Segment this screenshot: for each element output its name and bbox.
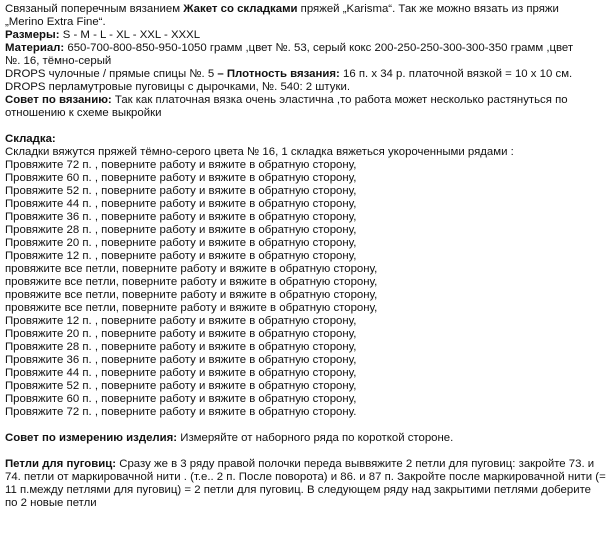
material-line	[5, 42, 606, 55]
measure-value: Измеряйте от наборного ряда по короткой стороне.	[177, 432, 454, 444]
item-title: Жакет со складками	[183, 3, 298, 15]
list-item: Провяжите 36 п. , поверните работу и вяжите в обратную сторону,	[5, 354, 357, 366]
intro-yarn: пряжей „Karisma“. Так же можно вязать из пряжи	[297, 3, 559, 15]
list-item: провяжите все петли, поверните работу и вяжите в обратную сторону,	[5, 263, 378, 275]
intro-text: Связаный поперечным вязанием	[5, 3, 184, 15]
list-item: Провяжите 20 п. , поверните работу и вяжите в обратную сторону,	[5, 328, 357, 340]
sizes-line	[5, 29, 606, 42]
sizes-value: S - M - L - XL - XXL - XXXL	[59, 29, 201, 41]
list-item: провяжите все петли, поверните работу и вяжите в обратную сторону,	[5, 289, 378, 301]
needles-text: DROPS чулочные / прямые спицы №. 5	[5, 68, 218, 80]
tip-value: Так как платочная вязка очень эластична ,то работа может несколько растянуться по	[111, 94, 568, 106]
list-item: Провяжите 60 п. , поверните работу и вяжите в обратную сторону,	[5, 393, 357, 405]
measure-label: Совет по измерению изделия:	[5, 432, 178, 444]
fold-rows-list	[5, 159, 606, 419]
list-item: Провяжите 20 п. , поверните работу и вяжите в обратную сторону,	[5, 237, 357, 249]
list-item: Провяжите 72 п. , поверните работу и вяжите в обратную сторону,	[5, 159, 357, 171]
fold-heading: Складка:	[5, 133, 56, 145]
material-value: 650-700-800-850-950-1050 грамм ,цвет №. 53, серый кокс 200-250-250-300-300-350 грамм ,цвет	[64, 42, 574, 54]
spacer	[5, 445, 606, 458]
list-item: Провяжите 44 п. , поверните работу и вяжите в обратную сторону,	[5, 198, 357, 210]
list-item: провяжите все петли, поверните работу и вяжите в обратную сторону,	[5, 276, 378, 288]
list-item: Провяжите 52 п. , поверните работу и вяжите в обратную сторону,	[5, 185, 357, 197]
list-item: Провяжите 44 п. , поверните работу и вяжите в обратную сторону,	[5, 367, 357, 379]
list-item: Провяжите 28 п. , поверните работу и вяжите в обратную сторону,	[5, 224, 357, 236]
needles-line	[5, 68, 606, 81]
list-item: Провяжите 28 п. , поверните работу и вяжите в обратную сторону,	[5, 341, 357, 353]
buttonholes-paragraph	[5, 458, 606, 510]
density-value: 16 п. х 34 р. платочной вязкой = 10 х 10 см.	[339, 68, 573, 80]
buttons-line: DROPS перламутровые пуговицы с дырочками, №. 540: 2 штуки.	[5, 81, 350, 93]
list-item: Провяжите 60 п. , поверните работу и вяжите в обратную сторону,	[5, 172, 357, 184]
intro-line	[5, 3, 606, 16]
list-item: Провяжите 12 п. , поверните работу и вяжите в обратную сторону,	[5, 315, 357, 327]
measure-line	[5, 432, 606, 445]
list-item: Провяжите 36 п. , поверните работу и вяжите в обратную сторону,	[5, 211, 357, 223]
list-item: Провяжите 12 п. , поверните работу и вяжите в обратную сторону,	[5, 250, 357, 262]
sizes-label: Размеры:	[5, 29, 60, 41]
material-line-2: №. 16, тёмно-серый	[5, 55, 112, 67]
tip-label: Совет по вязанию:	[5, 94, 112, 106]
list-item: Провяжите 52 п. , поверните работу и вяжите в обратную сторону,	[5, 380, 357, 392]
fold-intro: Складки вяжутся пряжей тёмно-серого цвета № 16, 1 складка вяжеться укороченными рядами :	[5, 146, 514, 158]
spacer	[5, 120, 606, 133]
density-label: – Плотность вязания:	[217, 68, 340, 80]
tip-line-2: отношению к схеме выкройки	[5, 107, 162, 119]
tip-line	[5, 94, 606, 107]
intro-line-2: „Merino Extra Fine“.	[5, 16, 106, 28]
buttonholes-label: Петли для пуговиц:	[5, 458, 117, 470]
buttonholes-value: Сразу же в 3 ряду правой полочки переда выввяжите 2 петли для пуговиц: закройте 73. и 74. петли от маркировачной нити . (т.е.. 2 п. После поворота) и 86. и 87 п. Закройте после маркировачной нити (= 11 п.между петлями для пуговиц) = 2 петли для пуговиц. В следующем ряду над закрытими петлями доберите по 2 новые петли	[5, 458, 606, 509]
spacer	[5, 419, 606, 432]
list-item: Провяжите 72 п. , поверните работу и вяжите в обратную сторону.	[5, 406, 357, 418]
material-label: Материал:	[5, 42, 65, 54]
list-item: провяжите все петли, поверните работу и вяжите в обратную сторону,	[5, 302, 378, 314]
